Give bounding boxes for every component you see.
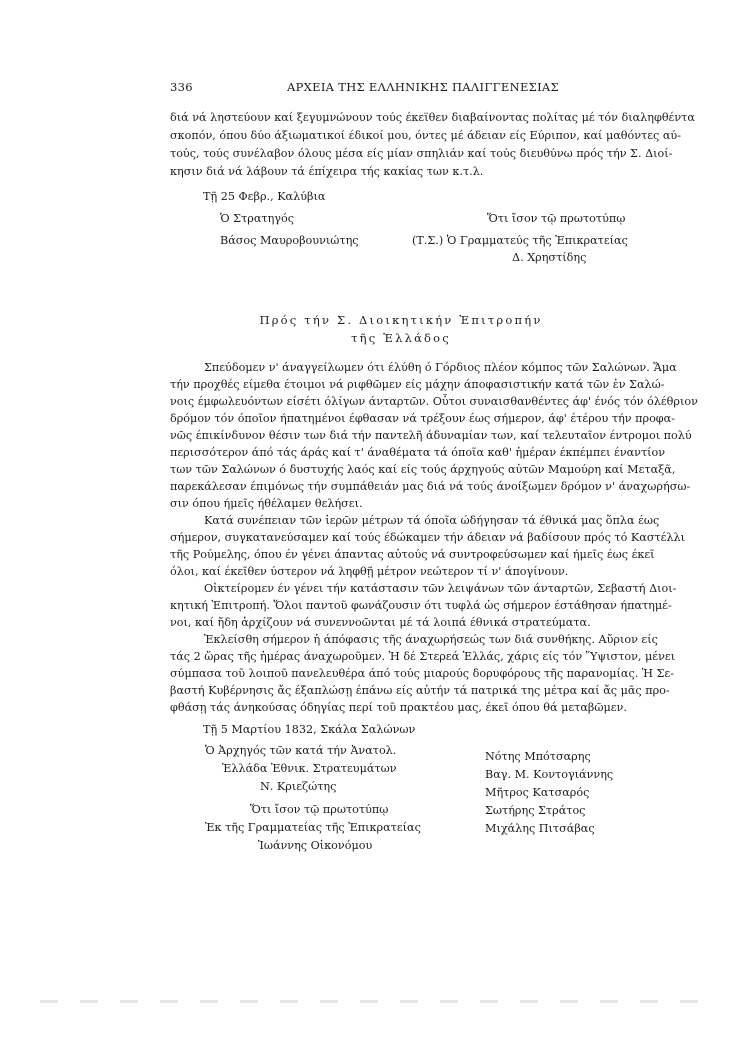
- letter2-line: Ἐκλείσθη σήμερον ἡ άπόφασις τῆς άναχωρήσεώς των διά συνθήκης. Αὔριον είς: [204, 633, 658, 646]
- letter2-line: τήν προχθές είμεθα έτοιμοι νά ριφθῶμεν είς μάχην άποφασιστικήν κατά τῶν ἐν Σαλώ-: [170, 378, 665, 391]
- letter1-line: κησιν διά νά λάβουν τά έπίχειρα τής κακίας των κ.τ.λ.: [170, 165, 484, 178]
- letter2-line: δρόμον τόν όποῖον ήπατημένοι έφθασαν νά τρέξουν έως σήμερον, άφ' έτέρου τήν προφα-: [170, 412, 675, 425]
- letter2-line: όλοι, καί έκεῖθεν ύστερον νά ληφθῇ μέτρον νεώτερον τί ν' άπογίνουν.: [170, 565, 569, 578]
- letter2-cosigner: Βαγ. Μ. Κοντογιάννης: [485, 768, 614, 781]
- letter2-line: παρεκάλεσαν έπιμόνως τήν συμπάθειάν μας διά νά τούς άνοίξωμεν δρόμον ν' άναχωρήσω-: [170, 480, 691, 493]
- letter2-line: νοι, καί ἤδη ἀρχίζουν νά συνεννοῶνται μέ τά λοιπά έθνικά στρατεύματα.: [170, 616, 591, 629]
- letter2-certification: Ὅτι ἴσον τῷ πρωτοτύπῳ: [250, 803, 389, 816]
- letter1-secretary-name: Δ. Χρηστίδης: [512, 251, 587, 264]
- letter2-line: φθάσῃ τάς άνηκούσας όδηγίας περί τοῦ πρακτέου μας, έκεῖ όπου θά μεταβῶμεν.: [170, 701, 627, 714]
- letter2-line: περισσότερον άπό τάς άράς καί τ' άναθέματα τά όποῖα καθ' ἡμέραν έκπέμπει έναντίον: [170, 446, 666, 459]
- letter2-line: σιν όπου ήμεῖς ήθέλαμεν θελήσει.: [170, 497, 363, 510]
- letter2-signer-name: Ν. Κριεζώτης: [260, 780, 337, 793]
- letter2-certification-office: Ἐκ τῆς Γραμματείας τῆς Ἐπικρατείας: [205, 821, 421, 834]
- running-title: ΑΡΧΕΙΑ ΤΗΣ ΕΛΛΗΝΙΚΗΣ ΠΑΛΙΓΓΕΝΕΣΙΑΣ: [287, 80, 559, 94]
- letter2-date: Τῇ 5 Μαρτίου 1832, Σκάλα Σαλώνων: [203, 723, 416, 736]
- letter2-line: σήμερον, συγκατανεύσαμεν καί τούς έδώκαμεν τήν άδειαν νά βαδίσουν πρός τό Καστέλλι: [170, 531, 686, 544]
- letter2-cosigner: Νότης Μπότσαρης: [485, 750, 591, 763]
- letter2-title: Πρός τήν Σ. Διοικητικήν Ἐπιτροπήν: [259, 313, 543, 327]
- letter2-line: τάς 2 ὥρας τῆς ἡμέρας άναχωροῦμεν. Ἡ δέ Στερεά Ἑλλάς, χάρις είς τόν Ὕψιστον, μένει: [170, 650, 676, 663]
- letter1-line: διά νά ληστεύουν καί ξεγυμνώνουν τούς έκεϊθεν διαβαίνοντας πολίτας μέ τόν διαληφθέντα: [170, 111, 695, 124]
- letter2-cosigner: Σωτήρης Στράτος: [485, 804, 586, 817]
- letter2-signer-title: Ὁ Ἀρχηγός τῶν κατά τήν Ἀνατολ.: [205, 744, 397, 757]
- letter2-line: κητική Ἐπιτροπή. Ὅλοι παντοῦ φωνάζουσιν ότι τυφλά ὡς σήμερον έστάθησαν ήπατημέ-: [170, 599, 672, 612]
- letter1-signature-title: Ὁ Στρατηγός: [220, 212, 294, 225]
- letter2-line: των τῶν Σαλώνων ό δυστυχής λαός καί είς τούς άρχηγούς αὐτῶν Μαμούρη καί Μεταξᾶ,: [170, 463, 676, 476]
- letter2-line: Κατά συνέπειαν τῶν ἱερῶν μέτρων τά όποῖα ώδήγησαν τά έθνικά μας ὅπλα έως: [204, 514, 660, 527]
- letter2-cosigner: Μιχάλης Πιτσάβας: [485, 822, 595, 835]
- letter1-certification: Ὅτι ἴσον τῷ πρωτοτύπῳ: [487, 212, 626, 225]
- letter2-line: σύμπασα τοῦ λοιποῦ πανελευθέρα άπό τούς μιαρούς δορυφόρους τῆς παρανομίας. Ἡ Σε-: [170, 667, 674, 680]
- letter2-line: βαστή Κυβέρνησις ἄς έξαπλώσῃ έπάνω είς αὐτήν τά πατρικά της μέτρα καί ἄς μᾶς προ-: [170, 684, 670, 697]
- letter1-signature-name: Βάσος Μαυροβουνιώτης: [220, 234, 359, 247]
- letter2-line: Σπεύδομεν ν' άναγγείλωμεν ότι έλύθη ό Γόρδιος πλέον κόμπος τῶν Σαλώνων. Ἅμα: [204, 361, 677, 374]
- letter2-line: Οἰκτείρομεν έν γένει τήν κατάστασιν τῶν λειψάνων τῶν άνταρτῶν, Σεβαστή Διοι-: [204, 582, 677, 595]
- page-number: 336: [170, 80, 193, 94]
- letter2-line: νοις έμφωλευόντων είσέτι όλίγων άνταρτῶν. Οὗτοι συναισθανθέντες άφ' ένός τόν όλέθριον: [170, 395, 698, 408]
- letter1-line: τούς, τούς συνέλαβον όλους μέσα είς μίαν σπηλιάν καί τούς διευθύνω πρός τήν Σ. Διοί-: [170, 147, 673, 160]
- letter2-signer-title-line2: Ἑλλάδα Ἐθνικ. Στρατευμάτων: [222, 762, 397, 775]
- scan-artifact: [40, 1000, 700, 1003]
- letter2-cosigner: Μῆτρος Κατσαρός: [485, 786, 590, 799]
- letter2-certification-name: Ἰωάννης Οἰκονόμου: [258, 839, 373, 852]
- letter2-line: τῆς Ρούμελης, όπου έν γένει άπαντας αὐτούς νά συντροφεύσωμεν καί ήμεῖς έως έκεῖ: [170, 548, 655, 561]
- letter1-line: σκοπόν, όπου δύο άξιωματικοί έδικοί μου, όντες μέ άδειαν είς Εύριπον, καί μαθόντες αύ-: [170, 129, 681, 142]
- letter1-date: Τῇ 25 Φεβρ., Καλύβια: [203, 190, 326, 203]
- letter1-secretary-title: (Τ.Σ.) Ὁ Γραμματεύς τῆς Ἐπικρατείας: [412, 234, 628, 247]
- letter2-line: νῶς έπικίνδυνον θέσιν των διά τήν παντελῆ άδυναμίαν των, καί τελευταῖον έντρομοι πολύ: [170, 429, 692, 442]
- letter2-title-line2: τῆς Ἑλλάδος: [351, 331, 451, 345]
